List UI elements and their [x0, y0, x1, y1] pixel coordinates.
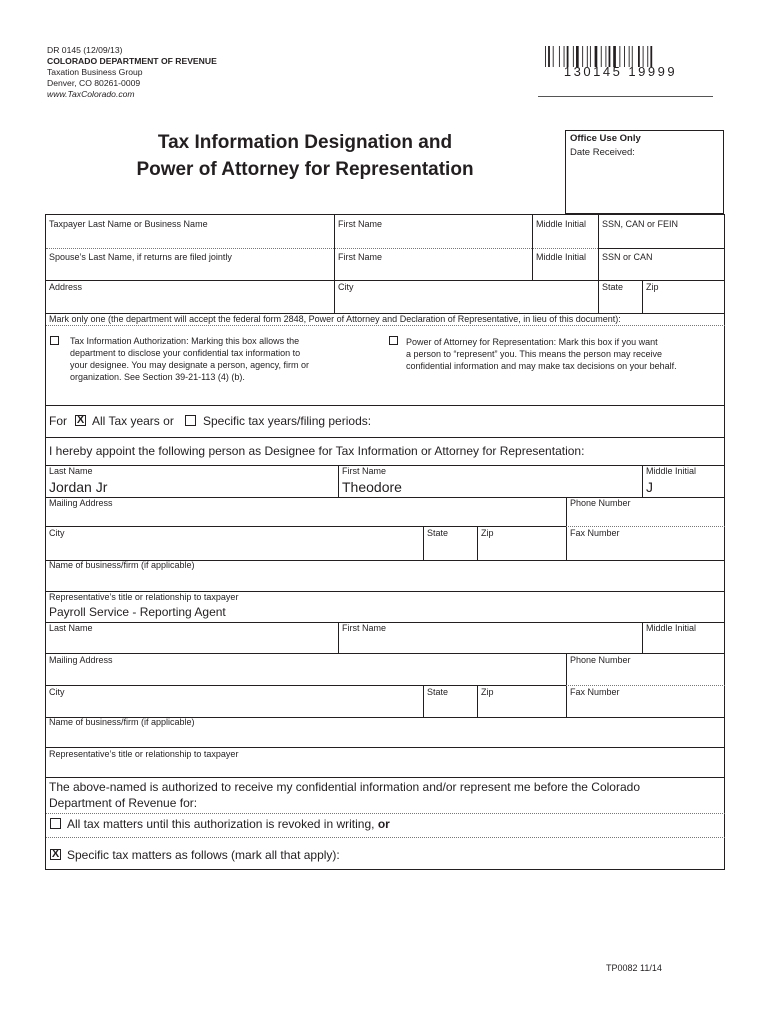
taxpayer-ssn-label: SSN, CAN or FEIN: [602, 219, 679, 229]
spouse-last-name-label: Spouse’s Last Name, if returns are filed jointly: [49, 252, 232, 262]
rep2-last-name-label: Last Name: [49, 623, 93, 633]
spouse-ssn-label: SSN or CAN: [602, 252, 653, 262]
rep1-first-name-label: First Name: [342, 466, 387, 476]
tax-info-line: Tax Information Authorization: Marking this box allows the: [70, 336, 300, 346]
rep1-phone-label: Phone Number: [570, 498, 631, 508]
rep1-last-name-value[interactable]: Jordan Jr: [49, 479, 108, 495]
specific-tax-years-checkbox[interactable]: [185, 415, 196, 426]
rep2-fax-label: Fax Number: [570, 687, 620, 697]
tax-info-line: organization. See Section 39-21-113 (4) (b).: [70, 372, 245, 382]
date-received-label: Date Received:: [570, 147, 635, 158]
taxpayer-first-name-label: First Name: [338, 219, 383, 229]
rep1-city-label: City: [49, 528, 65, 538]
rep2-phone-label: Phone Number: [570, 655, 631, 665]
barcode-divider: [538, 96, 713, 97]
rep1-mailing-label: Mailing Address: [49, 498, 113, 508]
department-address: Denver, CO 80261-0009: [47, 78, 141, 88]
specific-tax-matters-checkbox[interactable]: X: [51, 848, 60, 860]
tax-info-authorization-checkbox[interactable]: [50, 336, 59, 345]
form-title-line2: Power of Attorney for Representation: [136, 159, 474, 180]
rep1-mi-value[interactable]: J: [646, 479, 653, 495]
specific-tax-years-label: Specific tax years/filing periods:: [203, 414, 372, 428]
form-body: [45, 214, 725, 870]
rep1-business-label: Name of business/firm (if applicable): [49, 560, 195, 570]
form-title: [80, 129, 530, 183]
taxpayer-last-name-label: Taxpayer Last Name or Business Name: [49, 219, 208, 229]
tax-info-line: department to disclose your confidential tax information to: [70, 348, 301, 358]
rep2-city-label: City: [49, 687, 65, 697]
form-footer-code: TP0082 11/14: [606, 963, 662, 973]
taxpayer-mi-label: Middle Initial: [536, 219, 587, 229]
rep1-last-name-label: Last Name: [49, 466, 93, 476]
tax-info-authorization-text: [70, 335, 309, 383]
for-label: For: [49, 414, 67, 428]
department-website: www.TaxColorado.com: [47, 89, 135, 99]
form-id: DR 0145 (12/09/13): [47, 45, 123, 55]
poa-line: Power of Attorney for Representation: Mark this box if you want: [406, 337, 658, 347]
mark-one-instruction: Mark only one (the department will accept the federal form 2848, Power of Attorney and Declaration of Representative, in lieu of this document):: [49, 314, 621, 324]
rep2-mi-label: Middle Initial: [646, 623, 697, 633]
rep2-business-label: Name of business/firm (if applicable): [49, 717, 195, 727]
power-of-attorney-checkbox[interactable]: [389, 336, 398, 345]
appoint-statement: I hereby appoint the following person as Designee for Tax Information or Attorney for Representation:: [49, 444, 585, 458]
all-tax-matters-checkbox[interactable]: [50, 818, 61, 829]
all-tax-matters-or: or: [377, 817, 390, 831]
poa-line: confidential information and may make tax decisions on your behalf.: [406, 361, 677, 371]
rep1-title-label: Representative’s title or relationship to taxpayer: [49, 592, 239, 602]
city-label: City: [338, 282, 354, 292]
rep1-title-value[interactable]: Payroll Service - Reporting Agent: [49, 605, 226, 619]
rep2-first-name-label: First Name: [342, 623, 387, 633]
address-label: Address: [49, 282, 83, 292]
poa-line: a person to “represent” you. This means the person may receive: [406, 349, 662, 359]
rep1-fax-label: Fax Number: [570, 528, 620, 538]
authorization-line2: Department of Revenue for:: [49, 796, 198, 810]
rep2-zip-label: Zip: [481, 687, 494, 697]
spouse-first-name-label: First Name: [338, 252, 383, 262]
power-of-attorney-text: [406, 336, 677, 372]
rep2-state-label: State: [427, 687, 449, 697]
group-name: Taxation Business Group: [47, 67, 143, 77]
authorization-line1: The above-named is authorized to receive my confidential information and/or represent me before the Colorado: [49, 780, 640, 794]
office-use-heading: Office Use Only: [570, 133, 641, 144]
office-use-box: [565, 130, 724, 214]
form-title-line1: Tax Information Designation and: [157, 132, 453, 153]
barcode-number: 130145 19999: [563, 64, 678, 79]
rep2-mailing-label: Mailing Address: [49, 655, 113, 665]
department-name: COLORADO DEPARTMENT OF REVENUE: [47, 56, 217, 66]
rep1-state-label: State: [427, 528, 449, 538]
rep2-title-label: Representative’s title or relationship to taxpayer: [49, 749, 239, 759]
rep1-mi-label: Middle Initial: [646, 466, 697, 476]
spouse-mi-label: Middle Initial: [536, 252, 587, 262]
all-tax-matters-text: [67, 817, 390, 832]
zip-label: Zip: [646, 282, 659, 292]
tax-info-line: your designee. You may designate a person, agency, firm or: [70, 360, 309, 370]
rep1-first-name-value[interactable]: Theodore: [342, 479, 402, 495]
form-header: [47, 45, 217, 100]
all-tax-matters-label: All tax matters until this authorization is revoked in writing,: [67, 817, 375, 831]
rep1-zip-label: Zip: [481, 528, 494, 538]
all-tax-years-checkbox[interactable]: X: [76, 414, 85, 426]
specific-tax-matters-label: Specific tax matters as follows (mark all that apply):: [67, 848, 340, 862]
state-label: State: [602, 282, 624, 292]
all-tax-years-label: All Tax years or: [92, 414, 174, 428]
